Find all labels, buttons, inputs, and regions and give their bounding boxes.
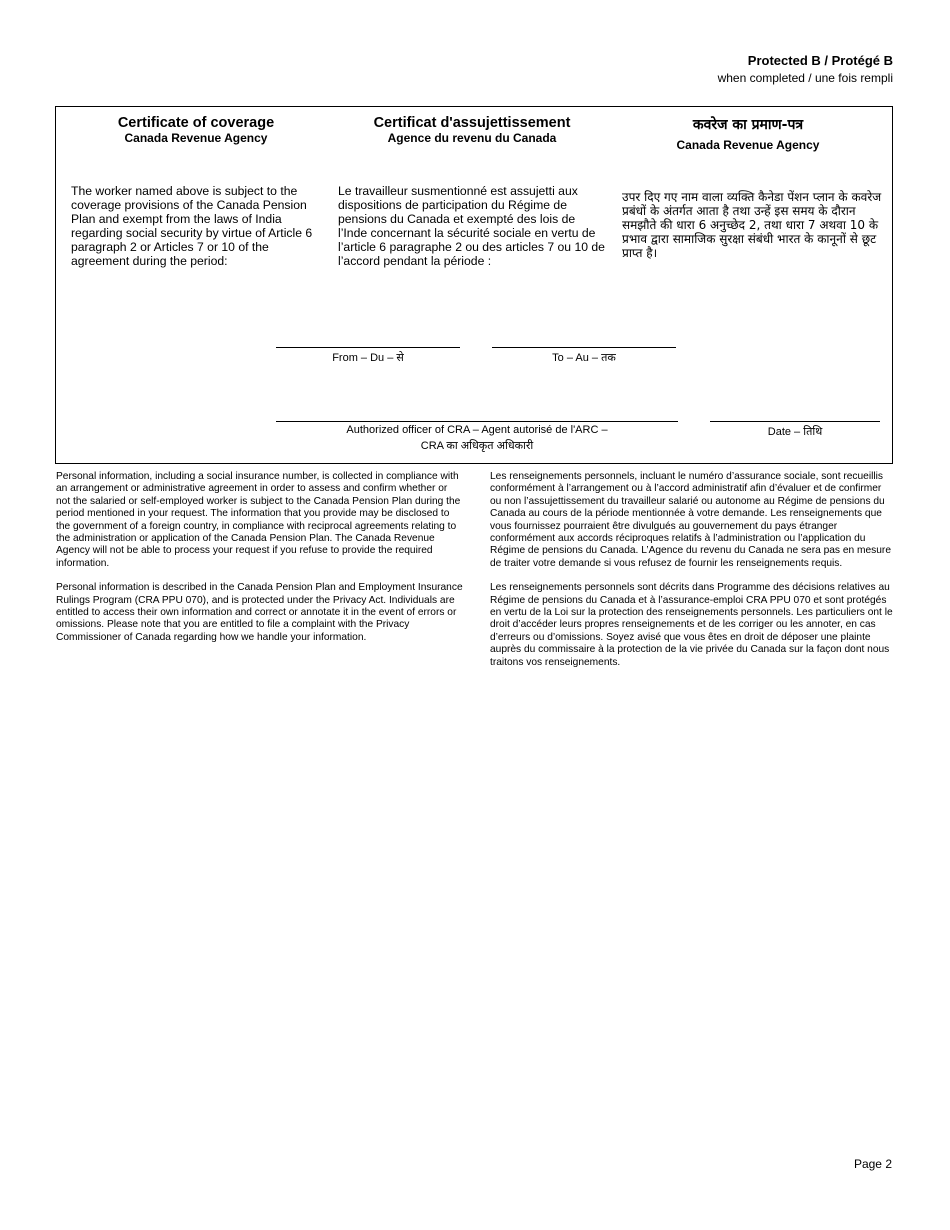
- certificate-english-column: [70, 115, 322, 145]
- authorized-officer-signature-line[interactable]: [276, 421, 678, 422]
- certificate-title-hi: कवरेज का प्रमाण-पत्र: [692, 117, 804, 133]
- from-date-line[interactable]: [276, 347, 460, 348]
- privacy-paragraph-fr-2: Les renseignements personnels sont décrits dans Programme des décisions relatives au Régime de pensions du Canada et à l’assurance-emploi CRA PPU 070 et sont protégés en vertu de la Loi sur la protection des renseignements personnels. Les particuliers ont le droit d’accéder leurs propres renseignements et de les corriger ou les annoter, en cas d’erreurs ou d’omissions. Soyez avisé que vous êtes en droit de déposer une plainte auprès du commissaire à la protection de la vie privée du Canada sur la façon dont nous traitons vos renseignements.: [490, 582, 893, 668]
- certificate-french-column: [338, 115, 606, 145]
- certificate-body-fr: Le travailleur susmentionné est assujetti aux dispositions de participation du Régime de pensions du Canada et exempté des lois de l’Inde concernant la sécurité sociale en vertu de l’article 6 paragraphe 2 ou des articles 7 ou 10 de l’accord pendant la période :: [338, 184, 605, 268]
- privacy-paragraph-fr-1: Les renseignements personnels, incluant le numéro d’assurance sociale, sont recueillis conformément à l’arrangement ou à l’accord administratif afin d’évaluer et de confirmer ou non l’assujettissement du travailleur salarié ou autonome au Régime de pensions du Canada au cours de la période mentionnée à votre demande. Les renseignements que vous fournissez pourraient être divulgués au gouvernement du pays étranger conformément aux accords réciproques relatifs à l’administration ou l’application du Régime de pensions du Canada. L’Agence du revenu du Canada ne sera pas en mesure de traiter votre demande si vous refusez de fournir les renseignements requis.: [490, 471, 891, 569]
- agency-name-en: Canada Revenue Agency: [124, 131, 268, 145]
- certificate-title-fr: Certificat d'assujettissement: [373, 115, 571, 131]
- privacy-paragraph-en-1: Personal information, including a social insurance number, is collected in compliance with an arrangement or administrative agreement in order to assess and confirm whether or not the salaried or self-employed worker is subject to the Canada Pension Plan during the period mentioned in your request. The information that you provide may be disclosed to the government of a foreign country, in compliance with reciprocal agreements relating to the administration or application of the Canada Pension Plan. The Canada Revenue Agency will not be able to process your request if you refuse to provide the required information.: [56, 471, 461, 569]
- page-number: Page 2: [853, 1157, 892, 1171]
- certificate-body-hi: उपर दिए गए नाम वाला व्यक्ति कैनेडा पेंशन प्लान के कवरेज प्रबंधों के अंतर्गत आता है तथा उन्हें इस समय के दौरान समझौते की धारा 6 अनुच्छेद 2, तथा धारा 7 अथवा 10 के प्रभाव द्वारा सामाजिक सुरक्षा संबंधी भारत के कानूनों से छूट प्राप्त है।: [622, 190, 882, 260]
- privacy-notice-en: [56, 471, 463, 656]
- authorized-officer-label: [276, 424, 678, 453]
- privacy-notice-fr: [490, 471, 894, 681]
- certificate-hindi-column: [614, 115, 882, 152]
- protected-sub-label: when completed / une fois rempli: [717, 71, 893, 85]
- to-date-line[interactable]: [492, 347, 676, 348]
- to-date-label: To – Au – तक: [552, 352, 616, 364]
- date-signature-line[interactable]: [710, 421, 880, 422]
- agency-name-fr: Agence du revenu du Canada: [387, 131, 557, 145]
- certificate-title-en: Certificate of coverage: [117, 115, 275, 131]
- certificate-box: [55, 106, 893, 464]
- agency-name-hi: Canada Revenue Agency: [676, 138, 820, 152]
- privacy-paragraph-en-2: Personal information is described in the Canada Pension Plan and Employment Insurance Rulings Program (CRA PPU 070), and is protected under the Privacy Act. Individuals are entitled to access their own information and correct or annotate it in the event of errors or omissions. Please note that you are entitled to file a complaint with the Privacy Commissioner of Canada regarding how we handle your information.: [56, 582, 463, 643]
- authorized-officer-label-line-1: Authorized officer of CRA – Agent autorisé de l'ARC –: [346, 424, 608, 436]
- protected-label: Protected B / Protégé B: [747, 53, 893, 68]
- authorized-officer-label-line-2: CRA का अधिकृत अधिकारी: [420, 440, 534, 452]
- date-label: Date – तिथि: [767, 426, 823, 438]
- certificate-body-en: The worker named above is subject to the coverage provisions of the Canada Pension Plan and exempt from the laws of India regarding social security by virtue of Article 6 paragraph 2 or Articles 7 or 10 of the agreement during the period:: [71, 184, 313, 268]
- from-date-label: From – Du – से: [332, 352, 404, 364]
